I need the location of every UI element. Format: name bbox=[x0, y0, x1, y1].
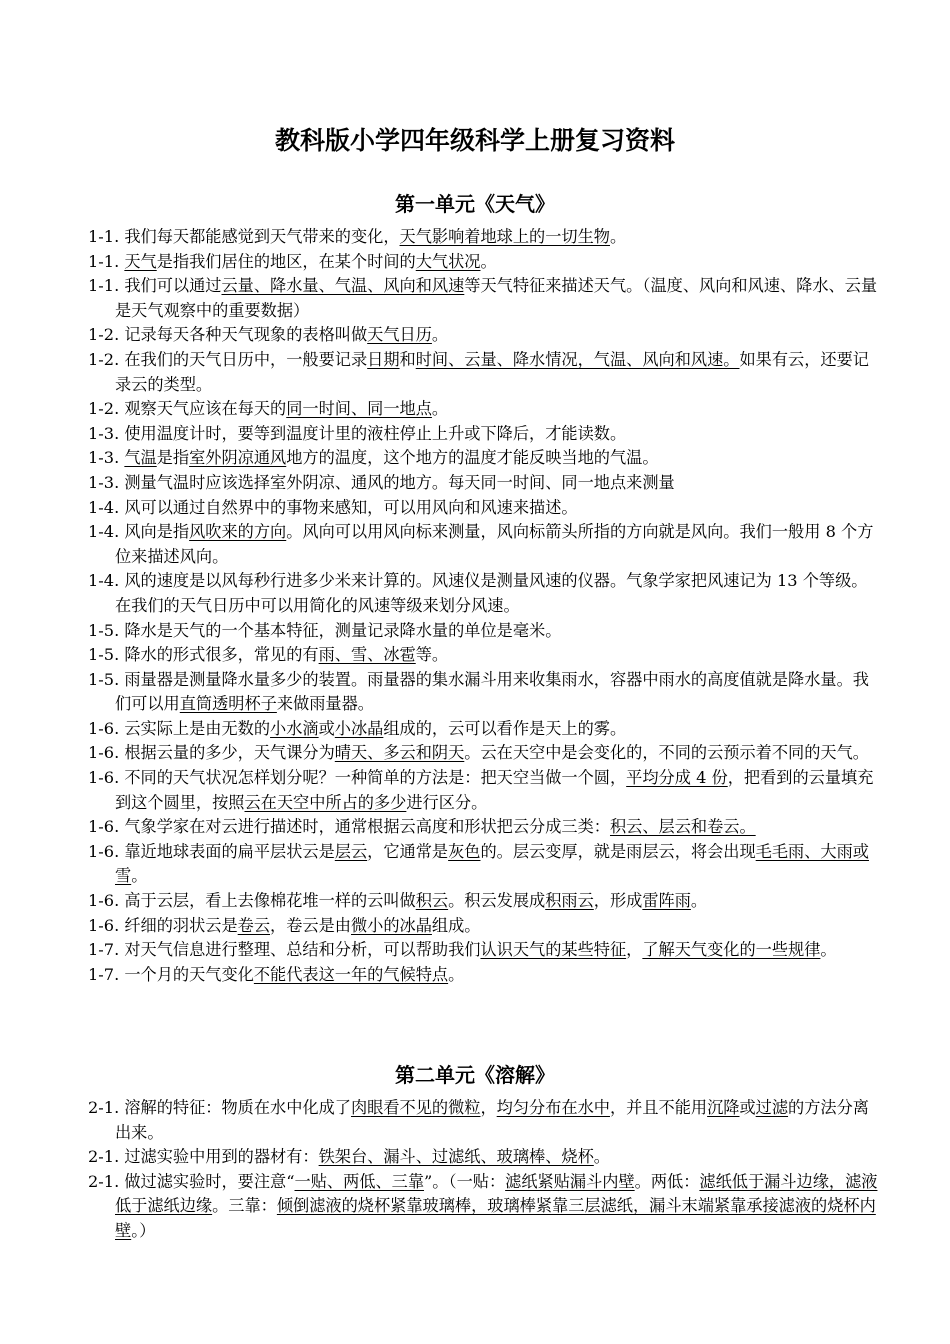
text-segment: ，形成 bbox=[593, 891, 643, 911]
list-item bbox=[88, 914, 880, 939]
text-segment: 进行区分。 bbox=[406, 792, 488, 812]
text-segment: 组成。 bbox=[431, 915, 481, 935]
list-item bbox=[88, 938, 880, 963]
text-segment: 1-6. 云实际上是由无数的 bbox=[88, 718, 271, 738]
underlined-key-phrase: 风吹来的方向 bbox=[189, 522, 287, 542]
text-segment: 。两低： bbox=[634, 1171, 700, 1191]
underlined-key-phrase: 不能代表这一年的气候特点 bbox=[253, 964, 449, 984]
underlined-key-phrase: 天气日历 bbox=[367, 325, 432, 345]
text-segment: 1-3. bbox=[88, 448, 125, 468]
text-segment: 的方法分离出来。 bbox=[115, 1098, 869, 1142]
list-item bbox=[88, 963, 880, 988]
unit-1-heading: 第一单元《天气》 bbox=[395, 192, 555, 216]
underlined-key-phrase: 平均分成 4 份 bbox=[626, 768, 728, 788]
unit-2-heading: 第二单元《溶解》 bbox=[395, 1063, 555, 1087]
text-segment: ，并且不能用 bbox=[609, 1098, 708, 1117]
underlined-key-phrase: 滤纸紧贴漏斗内壁 bbox=[505, 1171, 635, 1191]
text-segment: 1-5. 降水是天气的一个基本特征，测量记录降水量的单位是毫米。 bbox=[88, 620, 562, 640]
text-segment: 1-5. 雨量器是测量降水量多少的装置。雨量器的集水漏斗用来收集雨水，容器中雨水的高度值就是降水量。我们可以用 bbox=[88, 669, 869, 714]
text-segment: 1-6. 高于云层，看上去像棉花堆一样的云叫做 bbox=[88, 891, 416, 911]
text-segment: 1-2. 记录每天各种天气现象的表格叫做 bbox=[88, 325, 368, 345]
underlined-key-phrase: 室外阴凉通风 bbox=[189, 448, 287, 468]
text-segment: 和 bbox=[399, 349, 416, 369]
text-segment: 2-1. 溶解的特征：物质在水中化成了 bbox=[88, 1098, 351, 1117]
list-item bbox=[88, 815, 880, 840]
list-item bbox=[88, 1170, 880, 1244]
text-segment: 。 bbox=[431, 325, 449, 345]
underlined-key-phrase: 大气状况 bbox=[415, 251, 481, 271]
list-item bbox=[88, 250, 880, 275]
text-segment: 来做雨量器。 bbox=[276, 694, 374, 714]
list-item bbox=[88, 569, 880, 618]
text-segment: 。 bbox=[131, 866, 148, 886]
list-item bbox=[88, 422, 880, 447]
text-segment: 或 bbox=[739, 1098, 756, 1117]
text-segment: 1-2. 观察天气应该在每天的 bbox=[88, 399, 287, 419]
underlined-key-phrase: 沉降 bbox=[707, 1098, 740, 1117]
list-item bbox=[88, 1096, 880, 1145]
underlined-key-phrase: 倾倒滤液的烧杯紧靠玻璃棒，玻璃棒紧靠三层滤纸，漏斗末端紧靠承接滤液的烧杯内壁 bbox=[115, 1196, 876, 1240]
list-item bbox=[88, 889, 880, 914]
underlined-key-phrase: 同一时间、同一地点 bbox=[286, 399, 432, 419]
underlined-key-phrase: 雨、雪、冰雹 bbox=[318, 645, 416, 665]
text-segment: 是指我们居住的地区，在某个时间的 bbox=[156, 251, 416, 271]
underlined-key-phrase: 小水滴 bbox=[270, 718, 319, 738]
text-segment: 1-2. 在我们的天气日历中，一般要记录 bbox=[88, 349, 368, 369]
text-segment: 1-5. 降水的形式很多，常见的有 bbox=[88, 645, 319, 665]
text-segment: 1-6. 根据云量的多少，天气课分为 bbox=[88, 743, 335, 763]
text-segment: 如果有云，还要记录云的类型。 bbox=[115, 349, 869, 394]
underlined-key-phrase: 一贴、两低、三靠 bbox=[294, 1171, 425, 1191]
text-segment: 。云在天空中是会变化的，不同的云预示着不同的天气。 bbox=[464, 743, 869, 763]
underlined-key-phrase: 积云、层云和卷云。 bbox=[609, 817, 756, 837]
list-item bbox=[88, 446, 880, 471]
list-item bbox=[88, 741, 880, 766]
text-segment: 1-6. 靠近地球表面的扁平层状云是 bbox=[88, 841, 335, 861]
text-segment: 。 bbox=[593, 1147, 610, 1167]
text-segment: 。） bbox=[131, 1220, 156, 1240]
text-segment: 。 bbox=[820, 940, 837, 960]
text-segment: 。 bbox=[448, 964, 465, 984]
text-segment: 等。 bbox=[415, 645, 449, 665]
underlined-key-phrase: 时间、云量、降水情况，气温、风向和风速。 bbox=[415, 349, 740, 369]
text-segment: 1-3. 测量气温时应该选择室外阴凉、通风的地方。每天同一时间、同一地点来测量 bbox=[88, 472, 675, 492]
underlined-key-phrase: 灰色 bbox=[448, 841, 481, 861]
underlined-key-phrase: 铁架台、漏斗、过滤纸、玻璃棒、烧杯 bbox=[318, 1147, 594, 1167]
list-item bbox=[88, 225, 880, 250]
underlined-key-phrase: 直筒透明杯子 bbox=[179, 694, 277, 714]
text-segment: 。 bbox=[690, 891, 708, 911]
list-item bbox=[88, 496, 880, 521]
text-segment: 1-4. 风向是指 bbox=[88, 522, 190, 542]
text-segment: 地方的温度，这个地方的温度才能反映当地的气温。 bbox=[286, 448, 659, 468]
list-item bbox=[88, 643, 880, 668]
underlined-key-phrase: 了解天气变化的一些规律 bbox=[642, 940, 821, 960]
text-segment: ， bbox=[626, 940, 643, 960]
text-segment: 1-1. 我们每天都能感觉到天气带来的变化， bbox=[88, 227, 400, 246]
underlined-key-phrase: 积雨云 bbox=[545, 891, 594, 911]
underlined-key-phrase: 毛毛雨、大雨或雪 bbox=[115, 841, 869, 886]
text-segment: 。三靠： bbox=[212, 1196, 277, 1216]
underlined-key-phrase: 小冰晶 bbox=[334, 718, 384, 738]
list-item bbox=[88, 471, 880, 496]
text-segment: 组成的，云可以看作是天上的雾。 bbox=[383, 718, 627, 738]
text-segment: 。积云发展成 bbox=[448, 891, 546, 911]
list-item bbox=[88, 1145, 880, 1170]
text-segment: 。 bbox=[480, 251, 497, 271]
text-segment: ”。（一贴： bbox=[424, 1171, 506, 1191]
text-segment: 1-6. 气象学家在对云进行描述时，通常根据云高度和形状把云分成三类： bbox=[88, 817, 610, 837]
unit-2-items bbox=[88, 1096, 880, 1244]
underlined-key-phrase: 滤纸低于漏斗边缘，滤液低于滤纸边缘 bbox=[115, 1171, 878, 1216]
underlined-key-phrase: 云在天空中所占的多少 bbox=[244, 792, 407, 812]
underlined-key-phrase: 天气影响着地球上的一切生物 bbox=[399, 227, 610, 246]
text-segment: 。风向可以用风向标来测量，风向标箭头所指的方向就是风向。我们一般用 8 个方位来描述风向。 bbox=[115, 522, 874, 566]
underlined-key-phrase: 气温 bbox=[124, 448, 157, 468]
underlined-key-phrase: 晴天、多云和阴天 bbox=[334, 743, 465, 763]
text-segment: 2-1. 过滤实验中用到的器材有： bbox=[88, 1147, 319, 1167]
list-item bbox=[88, 520, 880, 569]
text-segment: 或 bbox=[318, 718, 335, 738]
underlined-key-phrase: 认识天气的某些特征 bbox=[480, 940, 627, 960]
list-item bbox=[88, 668, 880, 717]
text-segment: 。 bbox=[431, 399, 449, 419]
underlined-key-phrase: 过滤 bbox=[755, 1098, 789, 1117]
underlined-key-phrase: 雷阵雨 bbox=[642, 891, 691, 911]
underlined-key-phrase: 卷云 bbox=[237, 915, 271, 935]
underlined-key-phrase: 层云 bbox=[334, 841, 368, 861]
underlined-key-phrase: 肉眼看不见的微粒 bbox=[350, 1098, 481, 1117]
text-segment: 是指 bbox=[156, 448, 190, 468]
text-segment: ，把看到的云量填充到这个圆里，按照 bbox=[115, 768, 874, 812]
text-segment: 1-1. 我们可以通过 bbox=[88, 276, 222, 296]
text-segment: 1-4. 风的速度是以风每秒行进多少米来计算的。风速仪是测量风速的仪器。气象学家把风速记为 13 个等级。在我们的天气日历中可以用简化的风速等级来划分风速。 bbox=[88, 571, 868, 615]
list-item bbox=[88, 397, 880, 422]
text-segment: 等天气特征来描述天气。（温度、风向和风速、降水、云量是天气观察中的重要数据） bbox=[115, 276, 878, 320]
text-segment: 1-7. 对天气信息进行整理、总结和分析，可以帮助我们 bbox=[88, 940, 481, 960]
text-segment: 1-6. 纤细的羽状云是 bbox=[88, 915, 238, 935]
text-segment: 2-1. 做过滤实验时，要注意“ bbox=[88, 1171, 295, 1191]
list-item bbox=[88, 717, 880, 742]
text-segment: ， bbox=[480, 1098, 497, 1117]
underlined-key-phrase: 均匀分布在水中 bbox=[496, 1098, 610, 1117]
text-segment: 1-7. 一个月的天气变化 bbox=[88, 964, 254, 984]
text-segment: 1-6. 不同的天气状况怎样划分呢？一种简单的方法是：把天空当做一个圆， bbox=[88, 768, 627, 788]
list-item bbox=[88, 348, 880, 397]
text-segment: 的。层云变厚，就是雨层云，将会出现 bbox=[480, 841, 756, 861]
text-segment: 1-4. 风可以通过自然界中的事物来感知，可以用风向和风速来描述。 bbox=[88, 497, 578, 517]
text-segment: 1-3. 使用温度计时，要等到温度计里的液柱停止上升或下降后，才能读数。 bbox=[88, 423, 627, 443]
text-segment: ，卷云是由 bbox=[270, 915, 351, 935]
text-segment: ，它通常是 bbox=[367, 841, 449, 861]
text-segment: 。 bbox=[609, 227, 627, 246]
underlined-key-phrase: 微小的冰晶 bbox=[350, 915, 432, 935]
list-item bbox=[88, 274, 880, 323]
text-segment: 1-1. bbox=[88, 251, 125, 271]
document-title: 教科版小学四年级科学上册复习资料 bbox=[274, 126, 675, 155]
underlined-key-phrase: 日期 bbox=[367, 349, 400, 369]
underlined-key-phrase: 积云 bbox=[415, 891, 449, 911]
list-item bbox=[88, 619, 880, 644]
list-item bbox=[88, 840, 880, 889]
list-item bbox=[88, 766, 880, 815]
unit-1-items bbox=[88, 225, 880, 987]
underlined-key-phrase: 天气 bbox=[124, 251, 157, 271]
list-item bbox=[88, 323, 880, 348]
underlined-key-phrase: 云量、降水量、气温、风向和风速 bbox=[221, 276, 465, 296]
